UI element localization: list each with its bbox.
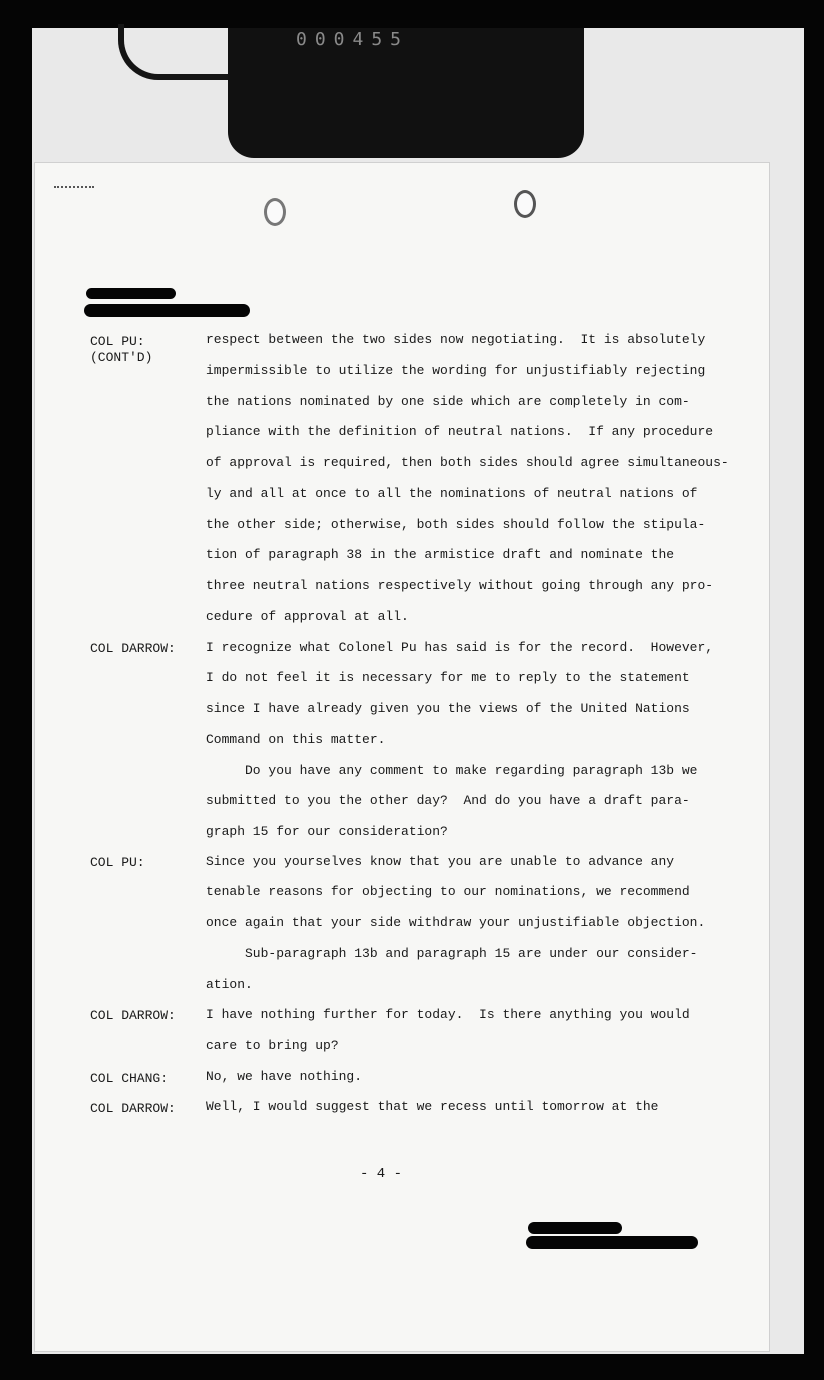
document-line: ly and all at once to all the nominations of neutral nations of: [206, 486, 698, 501]
document-line: the nations nominated by one side which are completely in com-: [206, 394, 690, 409]
document-page: [34, 162, 770, 1352]
redaction-top-1: [86, 288, 176, 299]
document-line: Sub-paragraph 13b and paragraph 15 are under our consider-: [206, 946, 698, 961]
speaker-label-continued: (CONT'D): [90, 350, 153, 365]
speaker-label: COL DARROW:: [90, 1008, 176, 1023]
paper-specks: [54, 186, 94, 194]
document-line: No, we have nothing.: [206, 1069, 363, 1084]
speaker-label: COL DARROW:: [90, 641, 176, 656]
clip-label: 000455: [296, 29, 410, 50]
redaction-bottom-1: [528, 1222, 622, 1234]
document-line: tion of paragraph 38 in the armistice draft and nominate the: [206, 547, 675, 562]
document-line: three neutral nations respectively without going through any pro-: [206, 578, 714, 593]
punch-hole-left: [264, 198, 286, 226]
document-line: Do you have any comment to make regarding paragraph 13b we: [206, 763, 698, 778]
document-line: ation.: [206, 977, 253, 992]
document-line: I have nothing further for today. Is there anything you would: [206, 1007, 690, 1022]
document-line: I recognize what Colonel Pu has said is for the record. However,: [206, 640, 714, 655]
document-line: graph 15 for our consideration?: [206, 824, 448, 839]
document-line: impermissible to utilize the wording for unjustifiably rejecting: [206, 363, 706, 378]
document-line: care to bring up?: [206, 1038, 339, 1053]
document-line: tenable reasons for objecting to our nominations, we recommend: [206, 884, 690, 899]
document-line: once again that your side withdraw your unjustifiable objection.: [206, 915, 706, 930]
speaker-label: COL PU:: [90, 855, 145, 870]
speaker-label: COL CHANG:: [90, 1071, 169, 1086]
document-line: Command on this matter.: [206, 732, 386, 747]
document-line: the other side; otherwise, both sides should follow the stipula-: [206, 517, 706, 532]
page-number: - 4 -: [360, 1166, 403, 1182]
punch-hole-right: [514, 190, 536, 218]
document-line: Well, I would suggest that we recess until tomorrow at the: [206, 1099, 659, 1114]
document-line: cedure of approval at all.: [206, 609, 409, 624]
document-line: Since you yourselves know that you are unable to advance any: [206, 854, 675, 869]
document-line: submitted to you the other day? And do you have a draft para-: [206, 793, 690, 808]
document-line: respect between the two sides now negotiating. It is absolutely: [206, 332, 706, 347]
speaker-label: COL PU:: [90, 334, 145, 349]
document-line: pliance with the definition of neutral nations. If any procedure: [206, 424, 714, 439]
document-line: of approval is required, then both sides should agree simultaneous-: [206, 455, 729, 470]
redaction-top-2: [84, 304, 250, 317]
speaker-label: COL DARROW:: [90, 1101, 176, 1116]
document-line: I do not feel it is necessary for me to reply to the statement: [206, 670, 690, 685]
redaction-bottom-2: [526, 1236, 698, 1249]
document-line: since I have already given you the views of the United Nations: [206, 701, 690, 716]
